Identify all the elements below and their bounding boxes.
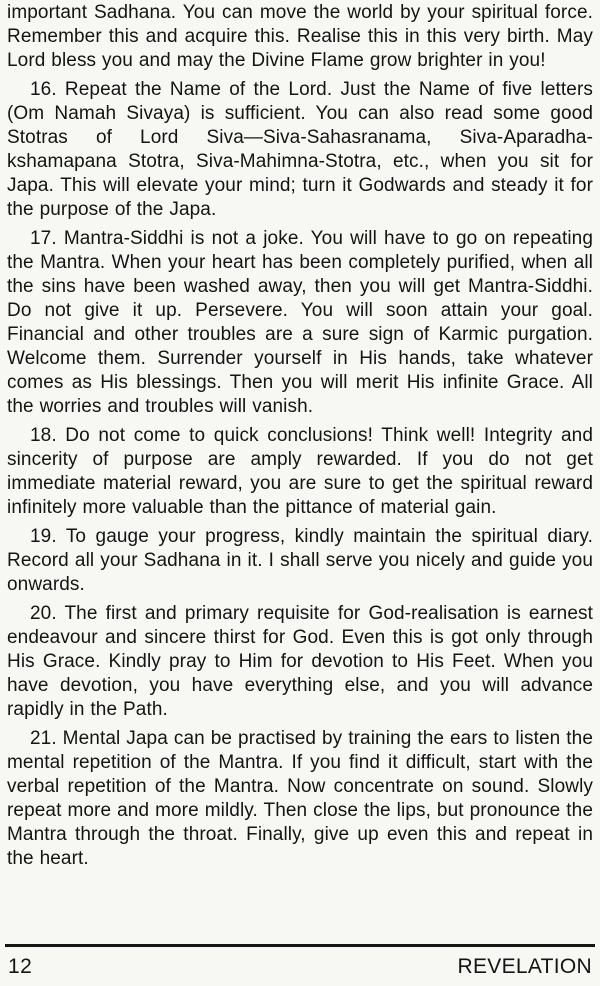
page-number: 12 (8, 955, 33, 978)
paragraph-continuation: important Sadhana. You can move the world by your spiritual force. Remember this and acquire this. Realise this in this very birth. May Lord bless you and may the Divine Flame grow brighter in you! (7, 2, 593, 71)
page-body (7, 1, 593, 940)
paragraph-21: 21. Mental Japa can be practised by training the ears to listen the mental repetition of the Mantra. If you find it difficult, start with the verbal repetition of the Mantra. Now concentrate on sound. Slowly repeat more and more mildly. Then close the lips, but pronounce the Mantra through the throat. Finally, give up even this and repeat in the heart. (7, 728, 593, 869)
paragraph-17: 17. Mantra-Siddhi is not a joke. You will have to go on repeating the Mantra. When your heart has been completely purified, when all the sins have been washed away, then you will get Mantra-Siddhi. Do not give it up. Persevere. You will soon attain your goal. Financial and other troubles are a sure sign of Karmic purgation. Welcome them. Surrender yourself in His hands, take whatever comes as His blessings. Then you will merit His infinite Grace. All the worries and troubles will vanish. (7, 228, 593, 417)
paragraph-16: 16. Repeat the Name of the Lord. Just the Name of five letters (Om Namah Sivaya) is sufficient. You can also read some good Stotras of Lord Siva—Siva-Sahasranama, Siva-Aparadha-kshamapana Stotra, Siva-Mahimna-Stotra, etc., when you sit for Japa. This will elevate your mind; turn it Godwards and steady it for the purpose of the Japa. (7, 79, 593, 220)
paragraph-19: 19. To gauge your progress, kindly maintain the spiritual diary. Record all your Sadhana in it. I shall serve you nicely and guide you onwards. (7, 526, 593, 595)
paragraph-18: 18. Do not come to quick conclusions! Think well! Integrity and sincerity of purpose are amply rewarded. If you do not get immediate material reward, you are sure to get the spiritual reward infinitely more valuable than the pittance of material gain. (7, 425, 593, 518)
page-footer (7, 947, 593, 980)
paragraph-20: 20. The first and primary requisite for God-realisation is earnest endeavour and sincere thirst for God. Even this is got only through His Grace. Kindly pray to Him for devotion to His Feet. When you have devotion, you have everything else, and you will advance rapidly in the Path. (7, 603, 593, 720)
running-title: REVELATION (457, 955, 592, 978)
